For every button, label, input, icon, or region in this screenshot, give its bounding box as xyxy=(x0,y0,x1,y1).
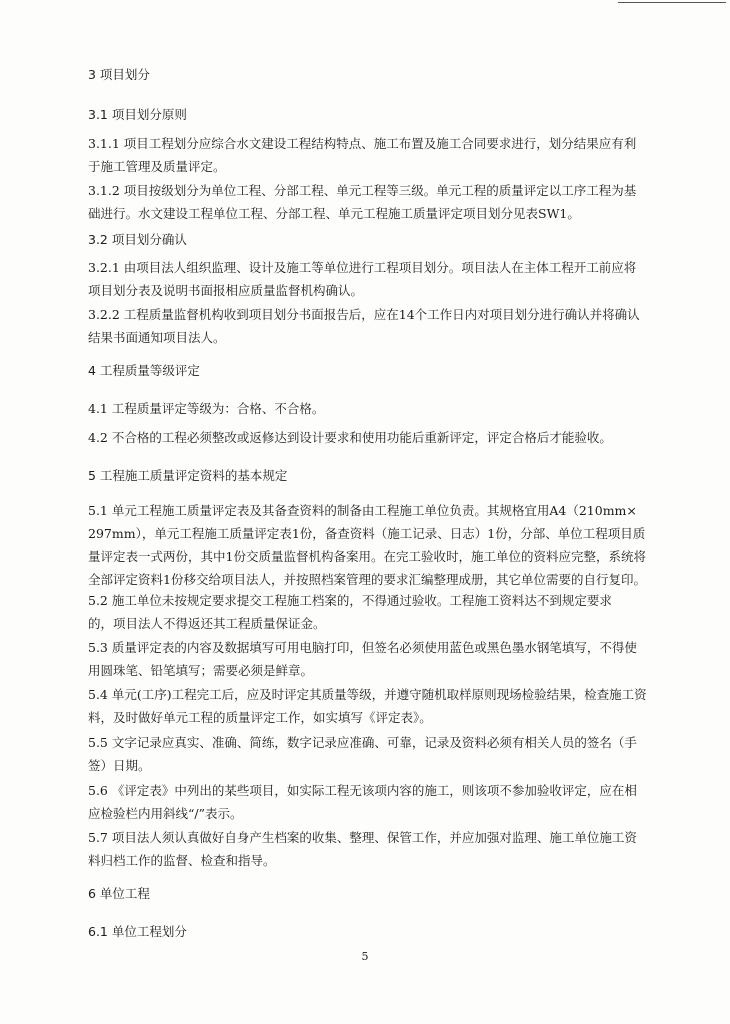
paragraph-line: 5.3 质量评定表的内容及数据填写可用电脑打印，但签名必须使用蓝色或黑色墨水钢笔填写，不得使 xyxy=(88,640,637,655)
paragraph-5-1 xyxy=(88,499,680,591)
paragraph-line: 3.1.2 项目按级划分为单位工程、分部工程、单元工程等三级。单元工程的质量评定以工序工程为基 xyxy=(88,183,637,198)
paragraph-line: 5.6 《评定表》中列出的某些项目，如实际工程无该项内容的施工，则该项不参加验收评定，应在相 xyxy=(88,783,637,798)
paragraph-3-1-2 xyxy=(88,179,680,225)
paragraph-line: 料归档工作的监督、检查和指导。 xyxy=(88,853,276,868)
paragraph-line: 5.4 单元(工序)工程完工后，应及时评定其质量等级，并遵守随机取样原则现场检验结果，检查施工资 xyxy=(88,687,647,702)
section-4-heading xyxy=(88,359,680,382)
heading-text: 6.1 单位工程划分 xyxy=(88,924,187,939)
paragraph-3-2-1 xyxy=(88,256,680,302)
paragraph-4-1 xyxy=(88,397,680,420)
paragraph-line: 3.1.1 项目工程划分应综合水文建设工程结构特点、施工布置及施工合同要求进行，划分结果应有利 xyxy=(88,136,637,151)
heading-text: 5 工程施工质量评定资料的基本规定 xyxy=(88,468,288,483)
paragraph-line: 297mm），单元工程施工质量评定表1份，备查资料（施工记录、日志）1份，分部、单位工程项目质 xyxy=(88,526,646,541)
paragraph-4-2 xyxy=(88,426,680,449)
page-number: 5 xyxy=(361,950,369,963)
paragraph-5-5 xyxy=(88,731,680,777)
paragraph-5-3 xyxy=(88,636,680,682)
heading-text: 3.1 项目划分原则 xyxy=(88,107,187,122)
paragraph-line: 4.2 不合格的工程必须整改或返修达到设计要求和使用功能后重新评定，评定合格后才能验收。 xyxy=(88,430,612,445)
paragraph-5-6 xyxy=(88,779,680,825)
heading-text: 6 单位工程 xyxy=(88,886,150,901)
paragraph-line: 3.2.1 由项目法人组织监理、设计及施工等单位进行工程项目划分。项目法人在主体工程开工前应将 xyxy=(88,260,637,275)
section-6-1-heading xyxy=(88,920,680,943)
heading-text: 3 项目划分 xyxy=(88,67,150,82)
paragraph-line: 5.5 文字记录应真实、准确、简练，数字记录应准确、可靠，记录及资料必须有相关人员的签名（手 xyxy=(88,735,637,750)
paragraph-line: 5.2 施工单位未按规定要求提交工程施工档案的，不得通过验收。工程施工资料达不到规定要求 xyxy=(88,593,612,608)
paragraph-3-1-1 xyxy=(88,132,680,178)
paragraph-line: 5.1 单元工程施工质量评定表及其备查资料的制备由工程施工单位负责。其规格宜用A4（210mm× xyxy=(88,503,637,518)
paragraph-line: 4.1 工程质量评定等级为：合格、不合格。 xyxy=(88,401,325,416)
paragraph-3-2-2 xyxy=(88,303,680,349)
paragraph-line: 量评定表一式两份，其中1份交质量监督机构备案用。在完工验收时，施工单位的资料应完整，系统将 xyxy=(88,549,646,564)
paragraph-5-7 xyxy=(88,826,680,872)
paragraph-5-4 xyxy=(88,683,680,729)
paragraph-line: 项目划分表及说明书面报相应质量监督机构确认。 xyxy=(88,283,364,298)
paragraph-line: 用圆珠笔、铅笔填写；需要必须是鲜章。 xyxy=(88,663,314,678)
paragraph-line: 应检验栏内用斜线“/”表示。 xyxy=(88,806,243,821)
paragraph-line: 料，及时做好单元工程的质量评定工作，如实填写《评定表》。 xyxy=(88,710,432,725)
paragraph-5-2 xyxy=(88,589,680,635)
paragraph-line: 于施工管理及质量评定。 xyxy=(88,159,226,174)
section-3-heading xyxy=(88,63,680,86)
paragraph-line: 3.2.2 工程质量监督机构收到项目划分书面报告后，应在14个工作日内对项目划分进行确认并将确认 xyxy=(88,307,640,322)
paragraph-line: 全部评定资料1份移交给项目法人，并按照档案管理的要求汇编整理成册，其它单位需要的自行复印。 xyxy=(88,572,646,587)
paragraph-line: 5.7 项目法人须认真做好自身产生档案的收集、整理、保管工作，并应加强对监理、施工单位施工资 xyxy=(88,830,637,845)
heading-text: 4 工程质量等级评定 xyxy=(88,363,200,378)
paragraph-line: 础进行。水文建设工程单位工程、分部工程、单元工程施工质量评定项目划分见表SW1。 xyxy=(88,206,580,221)
section-6-heading xyxy=(88,882,680,905)
section-3-2-heading xyxy=(88,228,680,251)
heading-text: 3.2 项目划分确认 xyxy=(88,232,187,247)
section-5-heading xyxy=(88,464,680,487)
section-3-1-heading xyxy=(88,103,680,126)
paragraph-line: 的，项目法人不得返还其工程质量保证金。 xyxy=(88,616,326,631)
paragraph-line: 签）日期。 xyxy=(88,758,151,773)
paragraph-line: 结果书面通知项目法人。 xyxy=(88,330,226,345)
